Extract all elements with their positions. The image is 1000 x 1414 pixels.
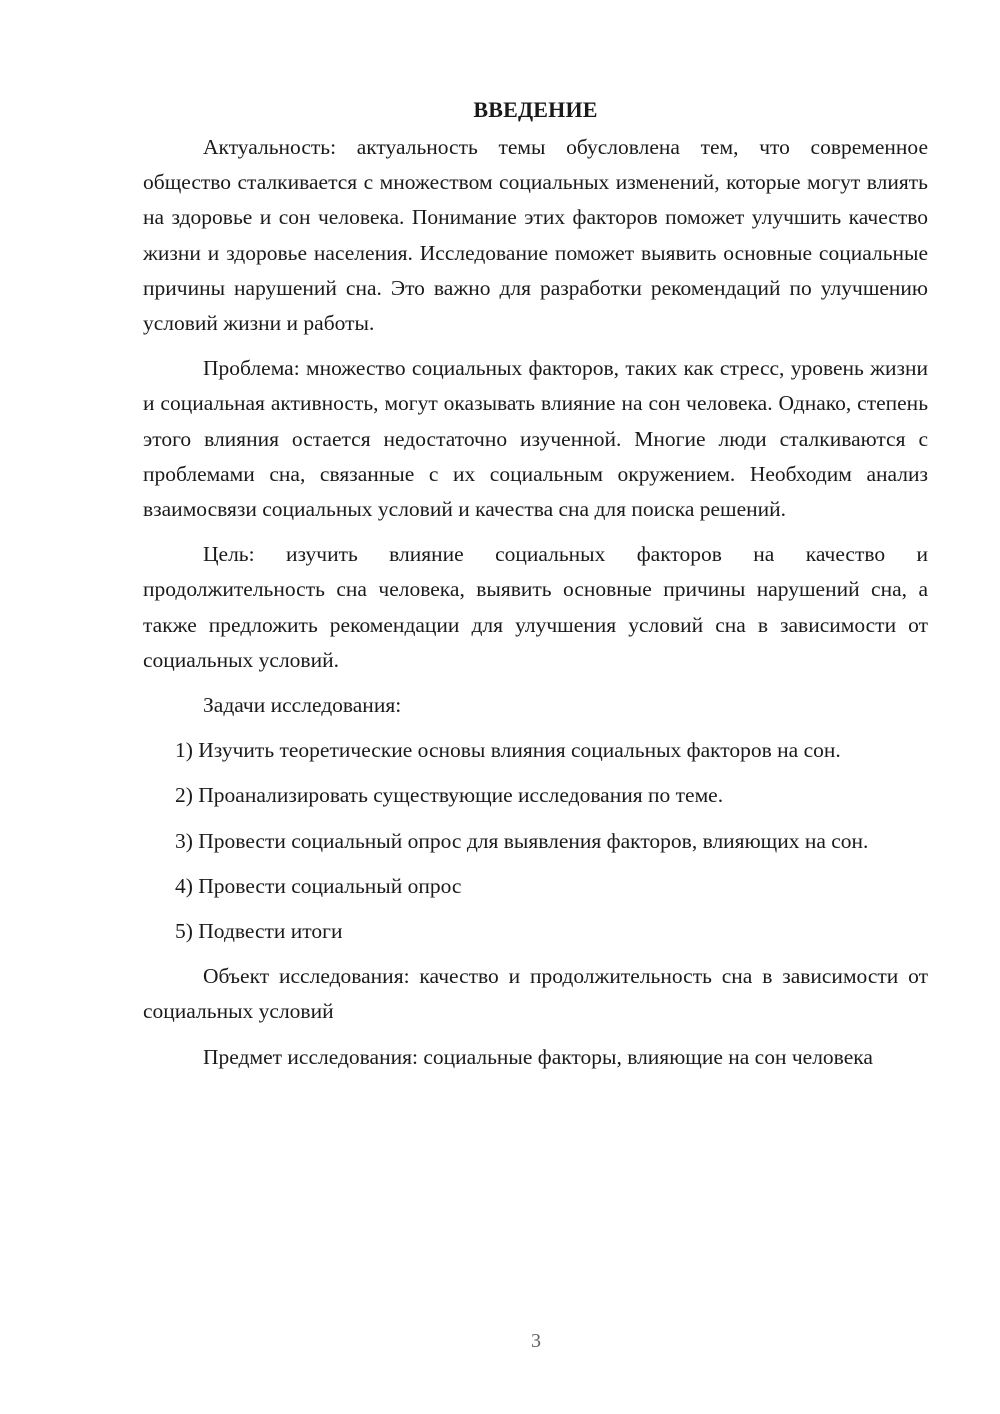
task-item-4: 4) Провести социальный опрос	[175, 873, 462, 898]
page-number: 3	[531, 1330, 541, 1352]
paragraph-tasks-heading: Задачи исследования:	[203, 693, 402, 718]
paragraph-problem: Проблема: множество социальных факторов, таких как стресс, уровень жизни и социальная активность, могут оказывать влияние на сон человека. Однако, степень этого влияния остается недостаточно изученной. Многие люди сталкиваются с проблемами сна, связанные с их социальным окружением. Необходим анализ взаимосвязи социальных условий и качества сна для поиска решений.	[143, 356, 928, 522]
task-item-1: 1) Изучить теоретические основы влияния социальных факторов на сон.	[175, 738, 841, 763]
paragraph-goal: Цель: изучить влияние социальных факторов на качество и продолжительность сна человека, выявить основные причины нарушений сна, а также предложить рекомендации для улучшения условий сна в зависимости от социальных условий.	[143, 542, 928, 672]
task-item-3: 3) Провести социальный опрос для выявления факторов, влияющих на сон.	[175, 828, 869, 853]
task-item-2: 2) Проанализировать существующие исследования по теме.	[175, 783, 724, 808]
paragraph-relevance: Актуальность: актуальность темы обусловлена тем, что современное общество сталкивается с множеством социальных изменений, которые могут влиять на здоровье и сон человека. Понимание этих факторов поможет улучшить качество жизни и здоровье населения. Исследование поможет выявить основные социальные причины нарушений сна. Это важно для разработки рекомендаций по улучшению условий жизни и работы.	[143, 135, 928, 336]
task-item-5: 5) Подвести итоги	[175, 919, 343, 944]
document-page	[143, 92, 928, 1085]
paragraph-object: Объект исследования: качество и продолжительность сна в зависимости от социальных условий	[143, 964, 928, 1024]
paragraph-subject: Предмет исследования: социальные факторы, влияющие на сон человека	[203, 1044, 873, 1069]
section-title: ВВЕДЕНИЕ	[473, 97, 598, 122]
